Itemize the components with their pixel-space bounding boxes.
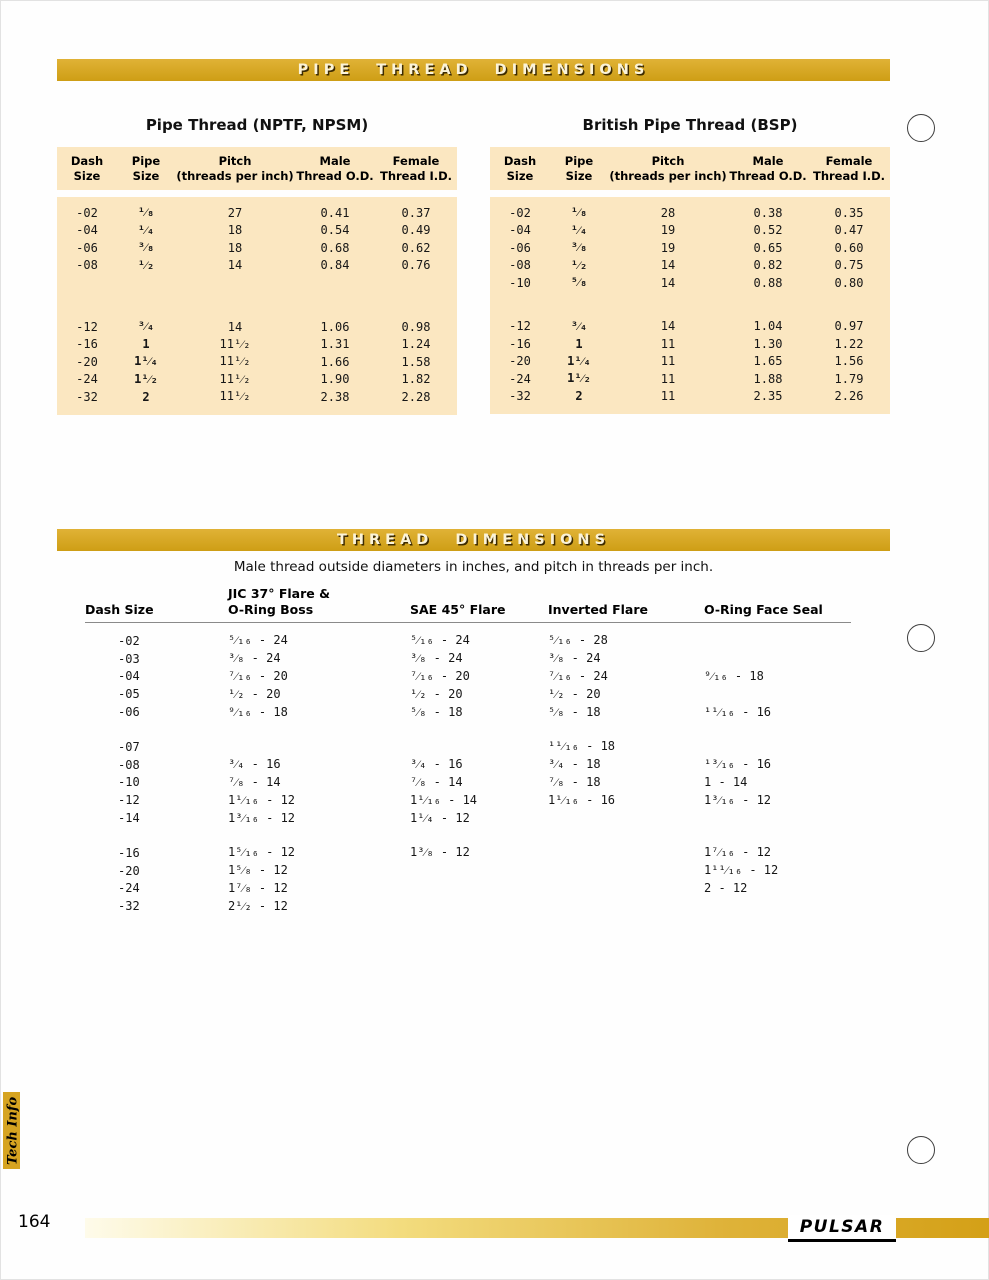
column-header-line: Pipe — [564, 154, 594, 168]
column-header — [548, 602, 704, 618]
table-cell: 18 — [227, 240, 243, 255]
tech-info-side-tab — [3, 1092, 20, 1169]
table-cell: 19 — [660, 223, 676, 238]
table-cell: ⁵⁄₈ - 18 — [410, 704, 463, 719]
table-cell: 19 — [660, 240, 676, 255]
column-header — [228, 586, 410, 618]
table-cell: 1¹¹⁄₁₆ - 12 — [704, 863, 779, 878]
column-header — [808, 154, 890, 184]
pulsar-brand-logo: PULSAR — [788, 1215, 896, 1242]
table-cell: 1.22 — [834, 336, 864, 351]
table-cell: ⁵⁄₈ - 18 — [548, 704, 601, 719]
table-cell: -32 — [118, 899, 140, 914]
table-cell: 11¹⁄₂ — [219, 389, 251, 404]
table-cell: -24 — [118, 881, 140, 896]
table-cell: -04 — [76, 223, 98, 238]
table-row — [85, 897, 851, 915]
table-cell: 0.82 — [753, 258, 783, 273]
table-row — [57, 222, 457, 240]
column-header-line: Pitch — [218, 154, 252, 168]
pipe-thread-table-bsp — [490, 147, 890, 414]
table-cell: 1¹⁄₄ - 12 — [410, 810, 470, 825]
column-header — [85, 602, 228, 618]
pipe-thread-table-nptf — [57, 147, 457, 415]
table-row — [85, 703, 851, 721]
table-row — [85, 862, 851, 880]
table-cell: -24 — [509, 371, 531, 386]
table-cell: 2.38 — [320, 389, 350, 404]
table-cell: -16 — [76, 337, 98, 352]
table-cell: ³⁄₄ — [137, 319, 155, 334]
table-cell: 14 — [227, 319, 243, 334]
table-cell: -20 — [509, 354, 531, 369]
table-cell: 1¹⁄₂ — [567, 371, 591, 386]
table-cell: ⁷⁄₁₆ - 20 — [228, 668, 288, 683]
table-cell: 11¹⁄₂ — [219, 336, 251, 351]
table-cell: ¹¹⁄₁₆ - 16 — [704, 704, 772, 719]
table-body — [57, 197, 457, 415]
table-cell: 2 — [575, 389, 583, 404]
table-row — [85, 844, 851, 862]
table-cell: 1 — [142, 337, 150, 352]
table-row — [490, 318, 890, 336]
column-header-line: Size — [73, 169, 101, 183]
table-cell: ¹⁄₂ - 20 — [410, 686, 463, 701]
table-cell: ³⁄₈ - 24 — [548, 651, 601, 666]
table-cell: 1 — [575, 336, 583, 351]
table-cell: 1.04 — [753, 319, 783, 334]
table-cell: 1.06 — [320, 319, 350, 334]
table-body — [490, 197, 890, 414]
table-row — [490, 204, 890, 222]
table-cell: -10 — [118, 775, 140, 790]
table-header-row — [57, 147, 457, 190]
thread-dimensions-subtitle: Male thread outside diameters in inches, and pitch in threads per inch. — [233, 559, 714, 575]
table-row — [490, 370, 890, 388]
column-header-line: Female — [392, 154, 440, 168]
table-cell: -16 — [118, 845, 140, 860]
registration-circle-top — [907, 114, 935, 142]
table-cell: 1³⁄₈ - 12 — [410, 845, 470, 860]
table-cell: 1 - 14 — [704, 775, 748, 790]
table-cell: -05 — [118, 687, 140, 702]
table-cell: -02 — [118, 633, 140, 648]
column-header-line: Size — [132, 169, 160, 183]
table-cell: -20 — [76, 354, 98, 369]
column-header-line: (threads per inch) — [609, 169, 727, 183]
table-row — [85, 809, 851, 827]
table-cell: 1.65 — [753, 354, 783, 369]
table-cell: 0.97 — [834, 319, 864, 334]
table-cell: 27 — [227, 205, 243, 220]
column-header-line: Dash Size — [85, 602, 154, 617]
table-cell: 0.35 — [834, 205, 864, 220]
table-cell: 18 — [227, 223, 243, 238]
table-cell: -07 — [118, 739, 140, 754]
column-header — [57, 154, 117, 184]
table-cell: 1¹⁄₁₆ - 12 — [228, 792, 296, 807]
table-row — [57, 257, 457, 275]
table-cell: 1¹⁄₁₆ - 14 — [410, 792, 478, 807]
table-cell: ³⁄₈ - 24 — [228, 651, 281, 666]
row-group-gap — [57, 274, 457, 318]
table-cell: -12 — [76, 319, 98, 334]
table-cell: 11 — [660, 336, 676, 351]
column-header — [608, 154, 728, 184]
column-header — [295, 154, 375, 184]
column-header — [704, 602, 851, 618]
table-cell: -04 — [118, 669, 140, 684]
table-cell: 1⁷⁄₁₆ - 12 — [704, 845, 772, 860]
table-cell: 11 — [660, 354, 676, 369]
column-header-line: O-Ring Face Seal — [704, 602, 823, 617]
header-separator — [57, 190, 457, 197]
column-header-line: Pipe — [131, 154, 161, 168]
table-cell: 1.90 — [320, 372, 350, 387]
table-row — [85, 632, 851, 650]
table-header-row — [85, 586, 851, 623]
table-cell: -08 — [118, 757, 140, 772]
table-cell: 0.98 — [401, 319, 431, 334]
table-cell: ⁵⁄₁₆ - 24 — [410, 633, 470, 648]
table-cell: 2 — [142, 389, 150, 404]
table-cell: 11¹⁄₂ — [219, 371, 251, 386]
column-header-line: SAE 45° Flare — [410, 602, 506, 617]
table-cell: ¹⁄₂ — [137, 257, 155, 272]
table-cell: 1.66 — [320, 354, 350, 369]
header-separator — [490, 190, 890, 197]
table-cell: ¹⁄₈ — [570, 205, 588, 220]
table-row — [85, 880, 851, 898]
table-cell: 1³⁄₁₆ - 12 — [228, 810, 296, 825]
table-row — [85, 668, 851, 686]
table-cell: 0.68 — [320, 240, 350, 255]
row-group-gap — [85, 827, 851, 844]
pipe-thread-dimensions-banner: PIPE THREAD DIMENSIONS — [57, 59, 890, 81]
table-cell: -06 — [76, 240, 98, 255]
table-cell: ³⁄₄ - 18 — [548, 757, 601, 772]
table-cell: -12 — [509, 319, 531, 334]
table-cell: -16 — [509, 336, 531, 351]
table-cell: 14 — [660, 275, 676, 290]
table-cell: 14 — [227, 258, 243, 273]
tech-info-tab-label: Tech Info — [5, 1096, 21, 1165]
table-row — [490, 239, 890, 257]
column-header-line: Dash — [503, 154, 537, 168]
table-cell: 0.49 — [401, 223, 431, 238]
table-row — [57, 336, 457, 354]
table-row — [85, 738, 851, 756]
table-row — [57, 371, 457, 389]
table-cell: 0.75 — [834, 258, 864, 273]
table-cell: 1¹⁄₄ — [134, 354, 158, 369]
column-header — [490, 154, 550, 184]
row-group-gap — [490, 292, 890, 318]
table-cell: 14 — [660, 258, 676, 273]
table-cell: 28 — [660, 205, 676, 220]
table-row — [85, 650, 851, 668]
column-header — [728, 154, 808, 184]
column-header-line: Size — [506, 169, 534, 183]
table-row — [85, 685, 851, 703]
column-header-line: Thread I.D. — [379, 169, 453, 183]
table-cell: -20 — [118, 863, 140, 878]
table-cell: -02 — [76, 205, 98, 220]
table-cell: -06 — [509, 240, 531, 255]
table-cell: -14 — [118, 811, 140, 826]
thread-dimensions-banner: THREAD DIMENSIONS — [57, 529, 890, 551]
table-cell: 2.28 — [401, 389, 431, 404]
page-number: 164 — [18, 1212, 51, 1232]
table-row — [57, 353, 457, 371]
column-header-line: (threads per inch) — [176, 169, 294, 183]
table-cell: 1⁵⁄₈ - 12 — [228, 863, 288, 878]
table-cell: 1¹⁄₂ — [134, 371, 158, 386]
column-header-line: Inverted Flare — [548, 602, 648, 617]
table-cell: 11 — [660, 389, 676, 404]
table-cell: 1.88 — [753, 371, 783, 386]
row-group-gap — [85, 721, 851, 738]
column-header-line: JIC 37° Flare & — [228, 586, 330, 601]
table-cell: ⁹⁄₁₆ - 18 — [228, 704, 288, 719]
table-cell: 1⁵⁄₁₆ - 12 — [228, 845, 296, 860]
column-header-line: Thread I.D. — [812, 169, 886, 183]
column-header — [375, 154, 457, 184]
table-cell: 14 — [660, 319, 676, 334]
table-cell: ³⁄₄ — [570, 318, 588, 333]
table-cell: 1.58 — [401, 354, 431, 369]
table-cell: ⁵⁄₁₆ - 28 — [548, 633, 608, 648]
table-cell: -32 — [509, 389, 531, 404]
table-cell: ¹⁄₄ — [570, 222, 588, 237]
table-row — [85, 774, 851, 792]
table-row — [490, 274, 890, 292]
column-header-line: Male — [752, 154, 784, 168]
table-cell: -08 — [509, 258, 531, 273]
table-cell: 1.24 — [401, 337, 431, 352]
table-cell: 1.82 — [401, 372, 431, 387]
table-cell: ⁵⁄₈ — [570, 275, 588, 290]
table-cell: ³⁄₈ — [570, 240, 588, 255]
table-cell: 0.62 — [401, 240, 431, 255]
table-cell: -24 — [76, 372, 98, 387]
column-header-line: Size — [565, 169, 593, 183]
table-cell: ⁷⁄₁₆ - 20 — [410, 668, 470, 683]
table-cell: 0.84 — [320, 258, 350, 273]
table-row — [85, 756, 851, 774]
table-cell: -32 — [76, 389, 98, 404]
column-header-line: Thread O.D. — [729, 169, 807, 183]
table-body — [85, 623, 851, 915]
registration-circle-bottom — [907, 1136, 935, 1164]
table-cell: 1³⁄₁₆ - 12 — [704, 792, 772, 807]
table-cell: 0.47 — [834, 223, 864, 238]
table-cell: ³⁄₄ - 16 — [410, 757, 463, 772]
table-cell: ³⁄₈ - 24 — [410, 651, 463, 666]
column-header-line: Pitch — [651, 154, 685, 168]
table-row — [490, 222, 890, 240]
table-cell: ⁷⁄₁₆ - 24 — [548, 668, 608, 683]
table-cell: ¹⁄₈ — [137, 205, 155, 220]
table-cell: -12 — [118, 793, 140, 808]
thread-dimensions-table — [85, 586, 851, 915]
table-cell: 1.31 — [320, 337, 350, 352]
table-cell: 0.37 — [401, 205, 431, 220]
table-cell: 0.60 — [834, 240, 864, 255]
column-header — [410, 602, 548, 618]
table-cell: 2 - 12 — [704, 881, 748, 896]
table-cell: 2.26 — [834, 389, 864, 404]
column-header — [117, 154, 175, 184]
table-cell: -08 — [76, 258, 98, 273]
table-cell: ⁷⁄₈ - 14 — [410, 774, 463, 789]
table-cell: 0.76 — [401, 258, 431, 273]
table-row — [57, 388, 457, 406]
table-cell: -03 — [118, 651, 140, 666]
column-header-line: Male — [319, 154, 351, 168]
table-cell: ¹⁄₂ - 20 — [228, 686, 281, 701]
table-cell: ¹¹⁄₁₆ - 18 — [548, 739, 616, 754]
column-header-line: Dash — [70, 154, 104, 168]
registration-circle-middle — [907, 624, 935, 652]
table-row — [490, 335, 890, 353]
table-cell: 0.41 — [320, 205, 350, 220]
table-row — [85, 791, 851, 809]
table-cell: ⁹⁄₁₆ - 18 — [704, 668, 764, 683]
table-cell: 2¹⁄₂ - 12 — [228, 898, 288, 913]
table-cell: 0.54 — [320, 223, 350, 238]
column-header-line: Thread O.D. — [296, 169, 374, 183]
table-row — [490, 388, 890, 406]
table-cell: -06 — [118, 705, 140, 720]
table-header-row — [490, 147, 890, 190]
table-row — [490, 257, 890, 275]
table-cell: ⁷⁄₈ - 14 — [228, 774, 281, 789]
table-row — [57, 239, 457, 257]
table-cell: 1.56 — [834, 354, 864, 369]
table-row — [57, 318, 457, 336]
table-cell: 0.88 — [753, 275, 783, 290]
table-cell: 0.80 — [834, 275, 864, 290]
table-cell: 1¹⁄₄ — [567, 353, 591, 368]
table-cell: 2.35 — [753, 389, 783, 404]
table-cell: 1.30 — [753, 336, 783, 351]
table-cell: ⁷⁄₈ - 18 — [548, 774, 601, 789]
column-header-line: O-Ring Boss — [228, 602, 314, 617]
table-cell: -02 — [509, 205, 531, 220]
bsp-table-title: British Pipe Thread (BSP) — [582, 116, 798, 134]
table-cell: 1.79 — [834, 371, 864, 386]
table-cell: 0.38 — [753, 205, 783, 220]
table-cell: 1¹⁄₁₆ - 16 — [548, 792, 616, 807]
table-cell: 0.52 — [753, 223, 783, 238]
table-cell: 11 — [660, 371, 676, 386]
table-cell: ¹⁄₄ — [137, 222, 155, 237]
table-cell: ¹³⁄₁₆ - 16 — [704, 757, 772, 772]
table-cell: ³⁄₄ - 16 — [228, 757, 281, 772]
table-row — [490, 353, 890, 371]
table-cell: 0.65 — [753, 240, 783, 255]
column-header-line: Female — [825, 154, 873, 168]
table-cell: 1⁷⁄₈ - 12 — [228, 880, 288, 895]
table-cell: ¹⁄₂ - 20 — [548, 686, 601, 701]
table-cell: -10 — [509, 275, 531, 290]
table-cell: ⁵⁄₁₆ - 24 — [228, 633, 288, 648]
table-cell: ³⁄₈ — [137, 240, 155, 255]
table-cell: 11¹⁄₂ — [219, 354, 251, 369]
column-header — [175, 154, 295, 184]
table-cell: ¹⁄₂ — [570, 257, 588, 272]
column-header — [550, 154, 608, 184]
table-row — [57, 204, 457, 222]
table-cell: -04 — [509, 223, 531, 238]
nptf-table-title: Pipe Thread (NPTF, NPSM) — [145, 116, 369, 134]
